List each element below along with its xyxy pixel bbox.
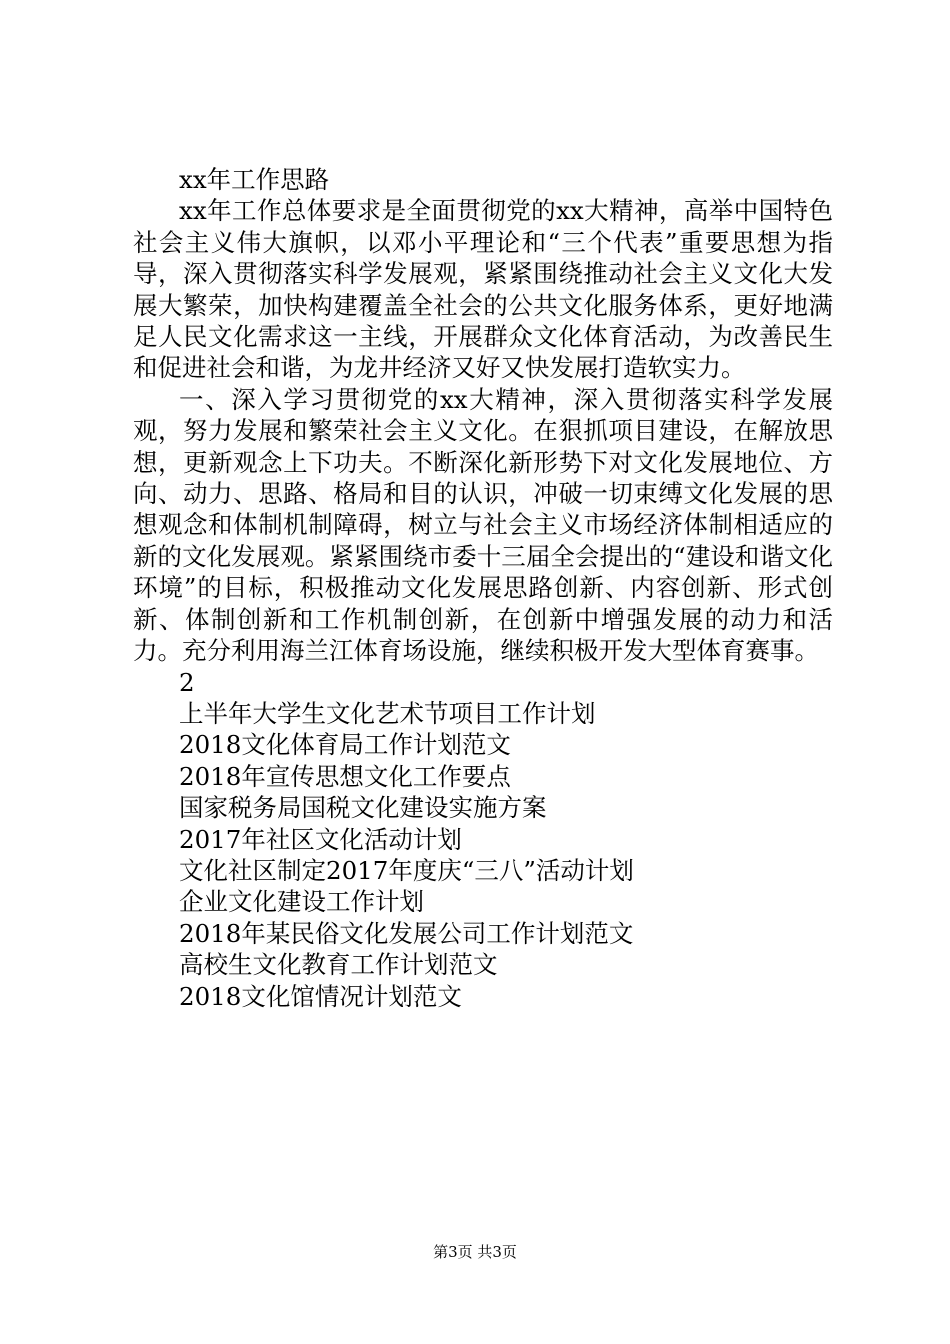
related-link[interactable]: 文化社区制定2017年度庆“三八”活动计划 (179, 855, 634, 885)
related-link[interactable]: 国家税务局国税文化建设实施方案 (179, 793, 547, 823)
document-body (133, 164, 833, 1012)
related-links-list (133, 698, 833, 1012)
document-title: xx年工作思路 (179, 165, 330, 194)
related-link[interactable]: 2017年社区文化活动计划 (179, 824, 462, 854)
related-link[interactable]: 2018文化馆情况计划范文 (179, 981, 462, 1011)
related-link[interactable]: 上半年大学生文化艺术节项目工作计划 (179, 698, 596, 728)
related-link[interactable]: 高校生文化教育工作计划范文 (179, 950, 498, 980)
number-marker: 2 (179, 667, 195, 697)
related-link[interactable]: 企业文化建设工作计划 (179, 887, 424, 917)
page-footer: 第3页 共3页 (433, 1243, 517, 1261)
related-link[interactable]: 2018年某民俗文化发展公司工作计划范文 (179, 918, 634, 948)
paragraph-overview: xx年工作总体要求是全面贯彻党的xx大精神，高举中国特色社会主义伟大旗帜，以邓小平理论和“三个代表”重要思想为指导，深入贯彻落实科学发展观，紧紧围绕推动社会主义文化大发展大繁荣，加快构建覆盖全社会的公共文化服务体系，更好地满足人民文化需求这一主线，开展群众文化体育活动，为改善民生和促进社会和谐，为龙井经济又好又快发展打造软实力。 (133, 196, 833, 383)
related-link[interactable]: 2018文化体育局工作计划范文 (179, 730, 511, 760)
paragraph-section-one: 一、深入学习贯彻党的xx大精神，深入贯彻落实科学发展观，努力发展和繁荣社会主义文化。在狠抓项目建设，在解放思想，更新观念上下功夫。不断深化新形势下对文化发展地位、方向、动力、思路、格局和目的认识，冲破一切束缚文化发展的思想观念和体制机制障碍，树立与社会主义市场经济体制相适应的新的文化发展观。紧紧围绕市委十三届全会提出的“建设和谐文化环境”的目标，积极推动文化发展思路创新、内容创新、形式创新、体制创新和工作机制创新，在创新中增强发展的动力和活力。充分利用海兰江体育场设施，继续积极开发大型体育赛事。 (133, 384, 833, 666)
related-link[interactable]: 2018年宣传思想文化工作要点 (179, 761, 511, 791)
